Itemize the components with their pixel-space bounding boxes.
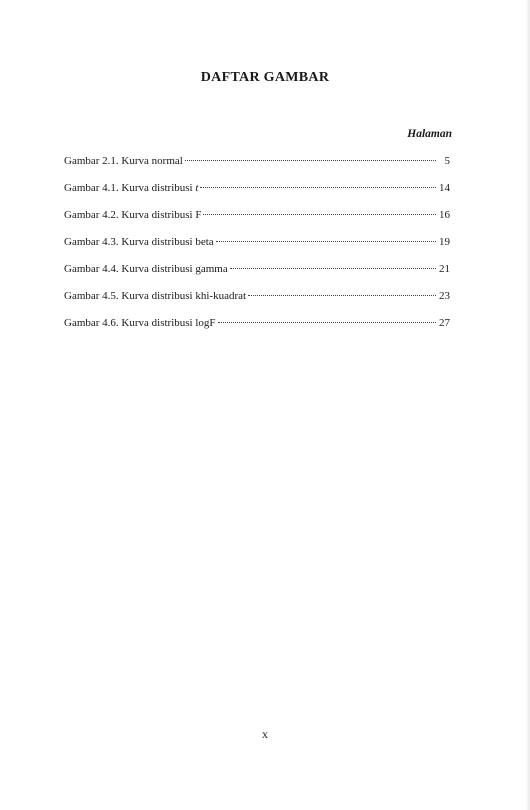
figure-entry-title: Gambar 4.6. Kurva distribusi logF <box>64 317 216 329</box>
figure-entry[interactable] <box>64 208 450 235</box>
figure-entry-title: Gambar 4.3. Kurva distribusi beta <box>64 236 214 248</box>
figure-entry-title: Gambar 4.5. Kurva distribusi khi-kuadrat <box>64 290 247 302</box>
figure-entry[interactable] <box>64 262 450 289</box>
dot-leader <box>248 295 436 296</box>
figure-entry[interactable] <box>64 235 450 262</box>
figure-entry-page: 5 <box>444 155 450 167</box>
dot-leader <box>185 160 436 161</box>
dot-leader <box>216 241 436 242</box>
page-column-label: Halaman <box>407 128 452 140</box>
figure-entry-title: Gambar 2.1. Kurva normal <box>64 155 183 167</box>
figure-entry-title: Gambar 4.1. Kurva distribusi t <box>64 182 199 194</box>
figure-entry-page: 14 <box>439 182 450 194</box>
page-title: DAFTAR GAMBAR <box>200 70 330 85</box>
dot-leader <box>218 322 436 323</box>
page-number: x <box>262 727 268 741</box>
figure-entry-page: 16 <box>439 209 450 221</box>
dot-leader <box>200 187 436 188</box>
figure-entry[interactable] <box>64 316 450 343</box>
figure-entry[interactable] <box>64 181 450 208</box>
page-edge-shadow <box>526 0 530 810</box>
figure-entry-page: 23 <box>439 290 450 302</box>
figure-entry[interactable] <box>64 154 450 181</box>
figure-entry-page: 21 <box>439 263 450 275</box>
dot-leader <box>203 214 436 215</box>
figure-entry-page: 27 <box>439 317 450 329</box>
figure-entry[interactable] <box>64 289 450 316</box>
figure-entry-title: Gambar 4.2. Kurva distribusi F <box>64 209 202 221</box>
figure-list <box>64 154 450 343</box>
dot-leader <box>230 268 436 269</box>
figure-entry-page: 19 <box>439 236 450 248</box>
figure-entry-title: Gambar 4.4. Kurva distribusi gamma <box>64 263 228 275</box>
